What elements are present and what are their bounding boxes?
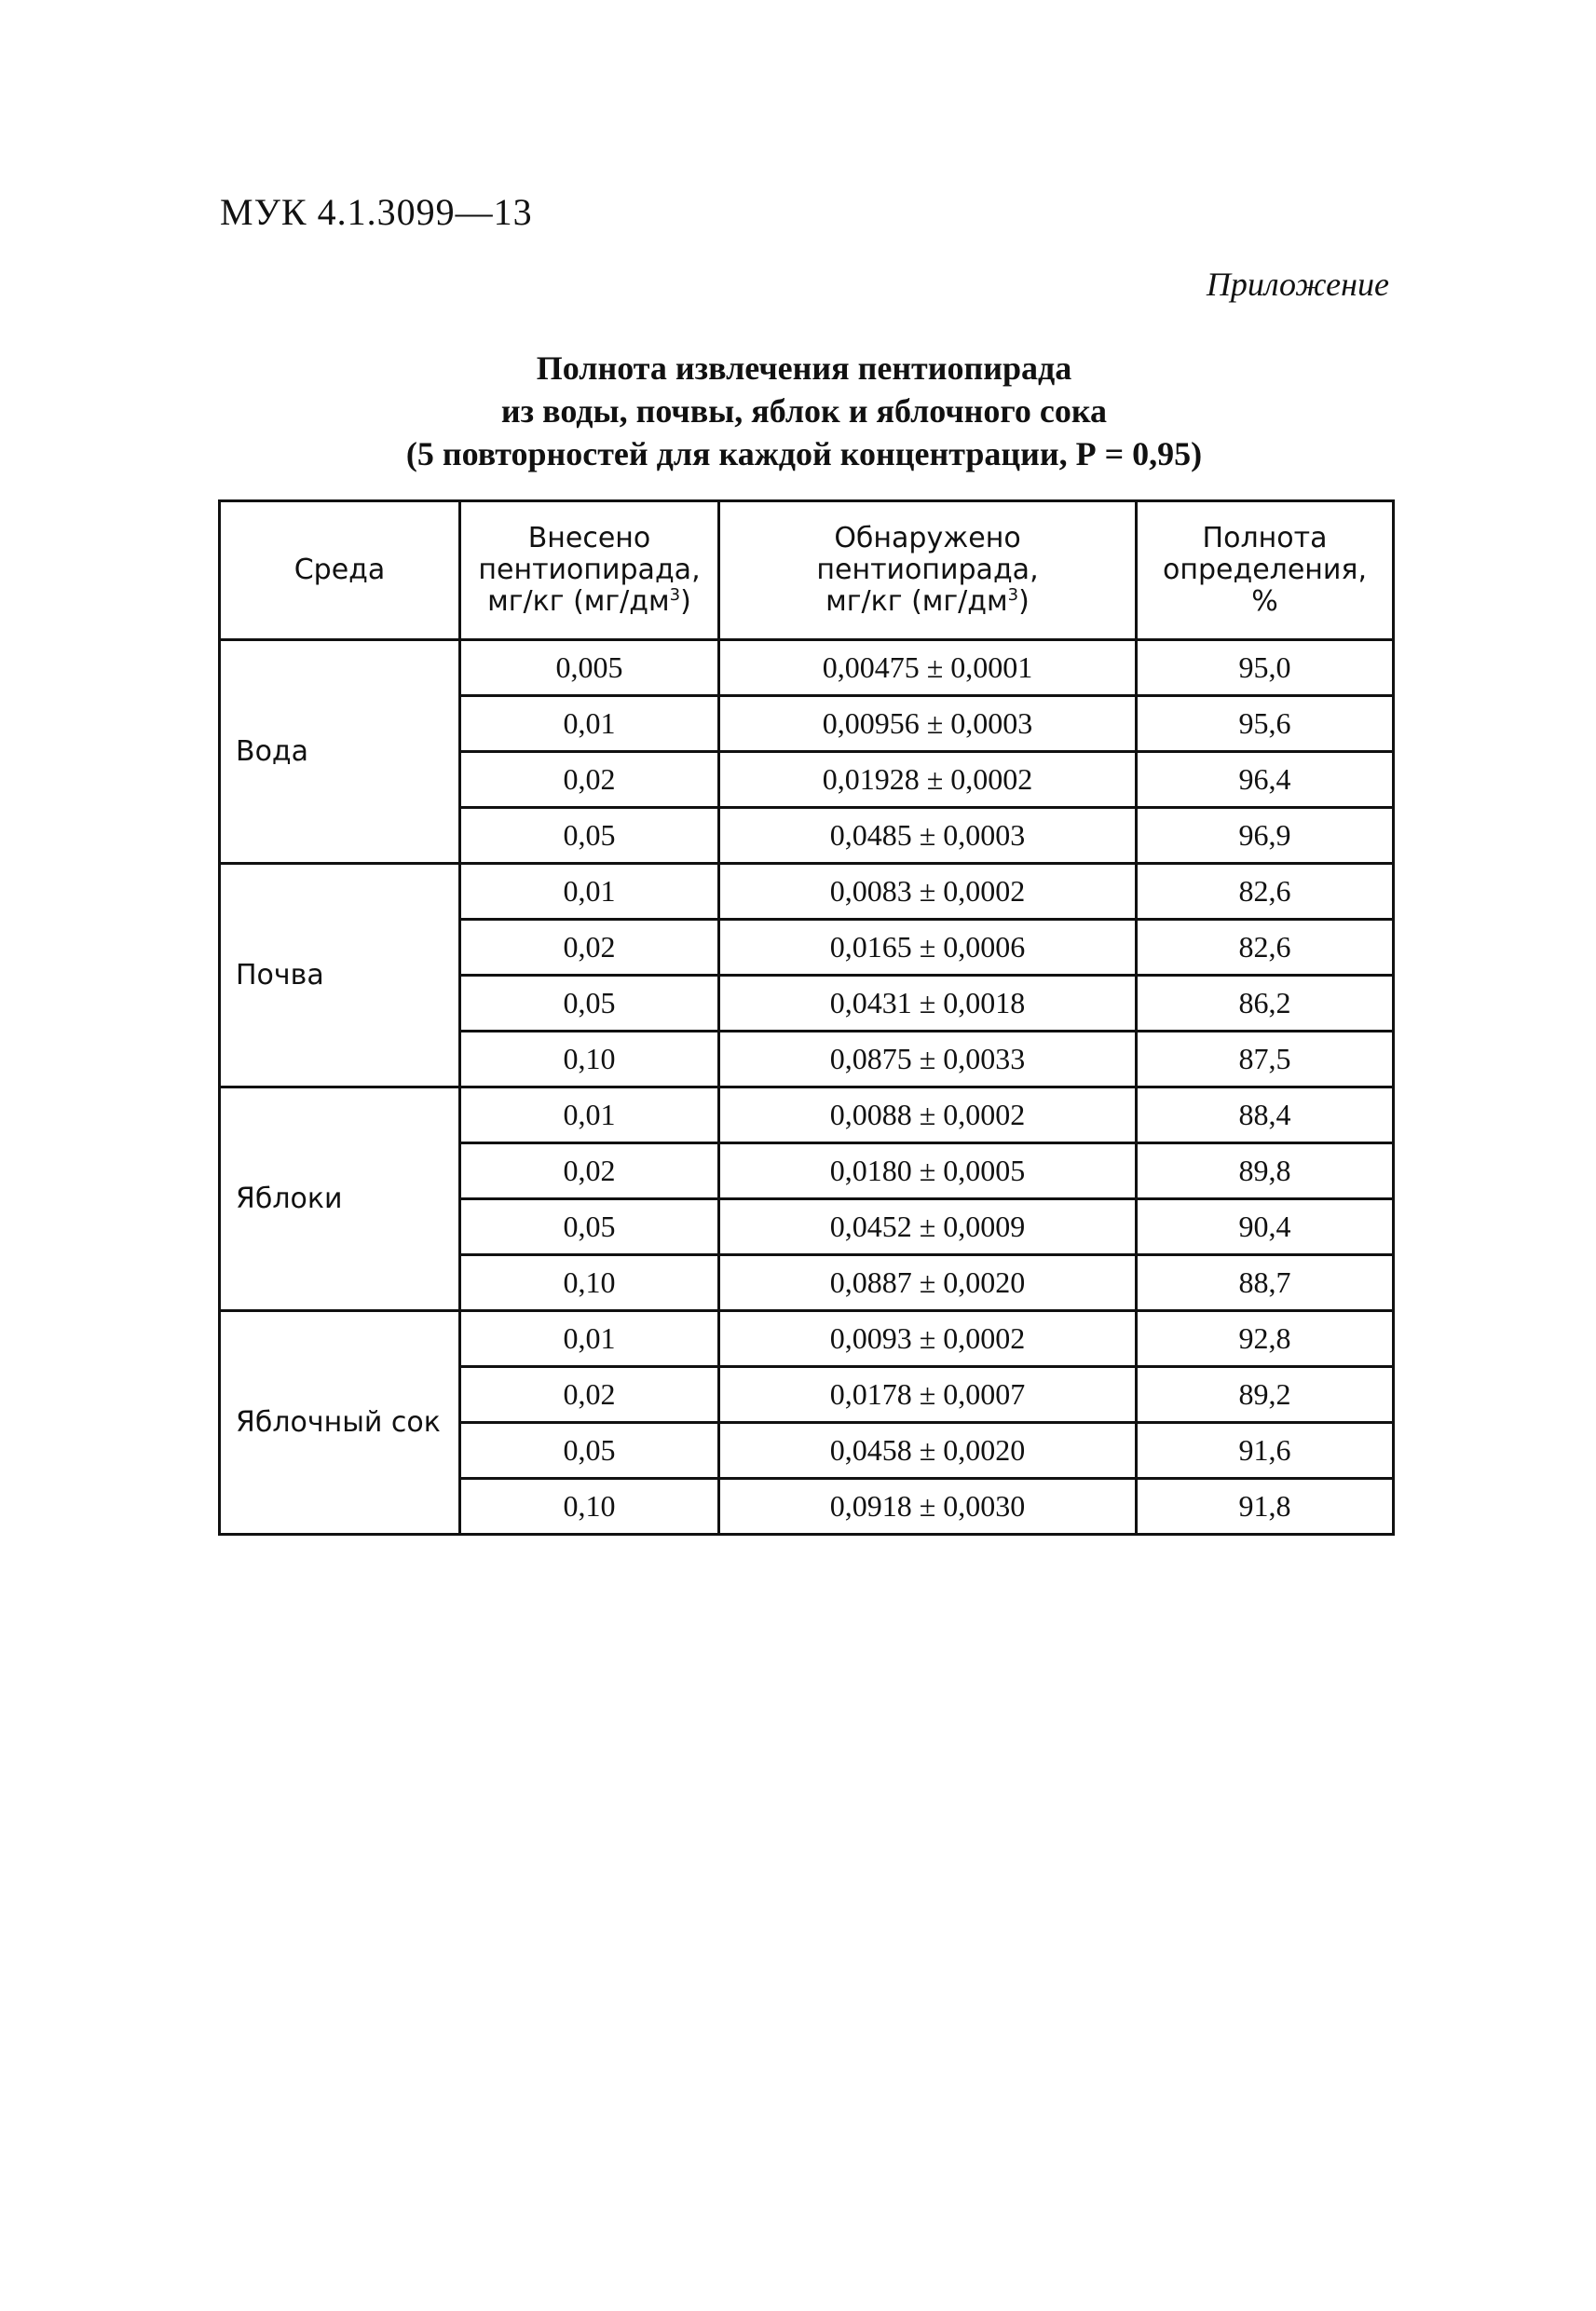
completeness-cell: 89,8 — [1137, 1143, 1394, 1199]
found-cell: 0,0083 ± 0,0002 — [719, 864, 1137, 920]
added-cell: 0,01 — [460, 864, 719, 920]
added-cell: 0,02 — [460, 920, 719, 976]
added-cell: 0,01 — [460, 1087, 719, 1143]
header-added: Внесено пентиопирада, мг/кг $(мг/дм^3)$ — [460, 501, 719, 640]
table-row — [220, 640, 1394, 696]
found-cell: 0,0165 ± 0,0006 — [719, 920, 1137, 976]
medium-cell: Яблоки — [220, 1087, 460, 1311]
added-cell: 0,10 — [460, 1255, 719, 1311]
completeness-cell: 82,6 — [1137, 920, 1394, 976]
completeness-cell: 91,8 — [1137, 1479, 1394, 1535]
completeness-cell: 89,2 — [1137, 1367, 1394, 1423]
medium-cell: Почва — [220, 864, 460, 1087]
found-cell: 0,0431 ± 0,0018 — [719, 976, 1137, 1032]
appendix-label: Приложение — [1206, 266, 1389, 303]
header-medium: Среда — [220, 501, 460, 640]
added-cell: 0,01 — [460, 696, 719, 752]
table-row — [220, 1087, 1394, 1143]
completeness-cell: 92,8 — [1137, 1311, 1394, 1367]
medium-cell: Яблочный сок — [220, 1311, 460, 1535]
found-cell: 0,0485 ± 0,0003 — [719, 808, 1137, 864]
table-title-line-1: Полнота извлечения пентиопирада — [536, 349, 1072, 387]
added-cell: 0,05 — [460, 976, 719, 1032]
added-cell: 0,02 — [460, 1367, 719, 1423]
added-cell: 0,05 — [460, 808, 719, 864]
found-cell: 0,0178 ± 0,0007 — [719, 1367, 1137, 1423]
added-cell: 0,005 — [460, 640, 719, 696]
found-cell: 0,00956 ± 0,0003 — [719, 696, 1137, 752]
found-cell: 0,0180 ± 0,0005 — [719, 1143, 1137, 1199]
completeness-cell: 88,4 — [1137, 1087, 1394, 1143]
completeness-cell: 86,2 — [1137, 976, 1394, 1032]
found-cell: 0,0875 ± 0,0033 — [719, 1032, 1137, 1087]
found-cell: 0,0887 ± 0,0020 — [719, 1255, 1137, 1311]
table-header-row — [220, 501, 1394, 640]
completeness-cell: 82,6 — [1137, 864, 1394, 920]
header-completeness: Полнота определения, % — [1137, 501, 1394, 640]
header-found: Обнаружено пентиопирада, мг/кг $(мг/дм^3)$ — [719, 501, 1137, 640]
document-code: МУК 4.1.3099—13 — [220, 191, 533, 233]
added-cell: 0,10 — [460, 1479, 719, 1535]
added-cell: 0,01 — [460, 1311, 719, 1367]
medium-cell: Вода — [220, 640, 460, 864]
table-body — [220, 640, 1394, 1535]
found-cell: 0,0088 ± 0,0002 — [719, 1087, 1137, 1143]
completeness-cell: 87,5 — [1137, 1032, 1394, 1087]
completeness-cell: 95,6 — [1137, 696, 1394, 752]
added-cell: 0,02 — [460, 1143, 719, 1199]
found-cell: 0,0458 ± 0,0020 — [719, 1423, 1137, 1479]
completeness-cell: 96,4 — [1137, 752, 1394, 808]
table-title-line-2: из воды, почвы, яблок и яблочного сока — [500, 392, 1108, 430]
table-row — [220, 864, 1394, 920]
found-cell: 0,0918 ± 0,0030 — [719, 1479, 1137, 1535]
added-cell: 0,05 — [460, 1423, 719, 1479]
found-cell: 0,0093 ± 0,0002 — [719, 1311, 1137, 1367]
table-row — [220, 1311, 1394, 1367]
added-cell: 0,10 — [460, 1032, 719, 1087]
completeness-cell: 96,9 — [1137, 808, 1394, 864]
added-cell: 0,02 — [460, 752, 719, 808]
completeness-cell: 88,7 — [1137, 1255, 1394, 1311]
found-cell: 0,00475 ± 0,0001 — [719, 640, 1137, 696]
found-cell: 0,01928 ± 0,0002 — [719, 752, 1137, 808]
recovery-table — [218, 499, 1395, 1536]
table-title — [216, 347, 1392, 475]
completeness-cell: 91,6 — [1137, 1423, 1394, 1479]
added-cell: 0,05 — [460, 1199, 719, 1255]
table-title-line-3: (5 повторностей для каждой концентрации, Р = 0,95) — [405, 435, 1203, 472]
completeness-cell: 90,4 — [1137, 1199, 1394, 1255]
found-cell: 0,0452 ± 0,0009 — [719, 1199, 1137, 1255]
completeness-cell: 95,0 — [1137, 640, 1394, 696]
